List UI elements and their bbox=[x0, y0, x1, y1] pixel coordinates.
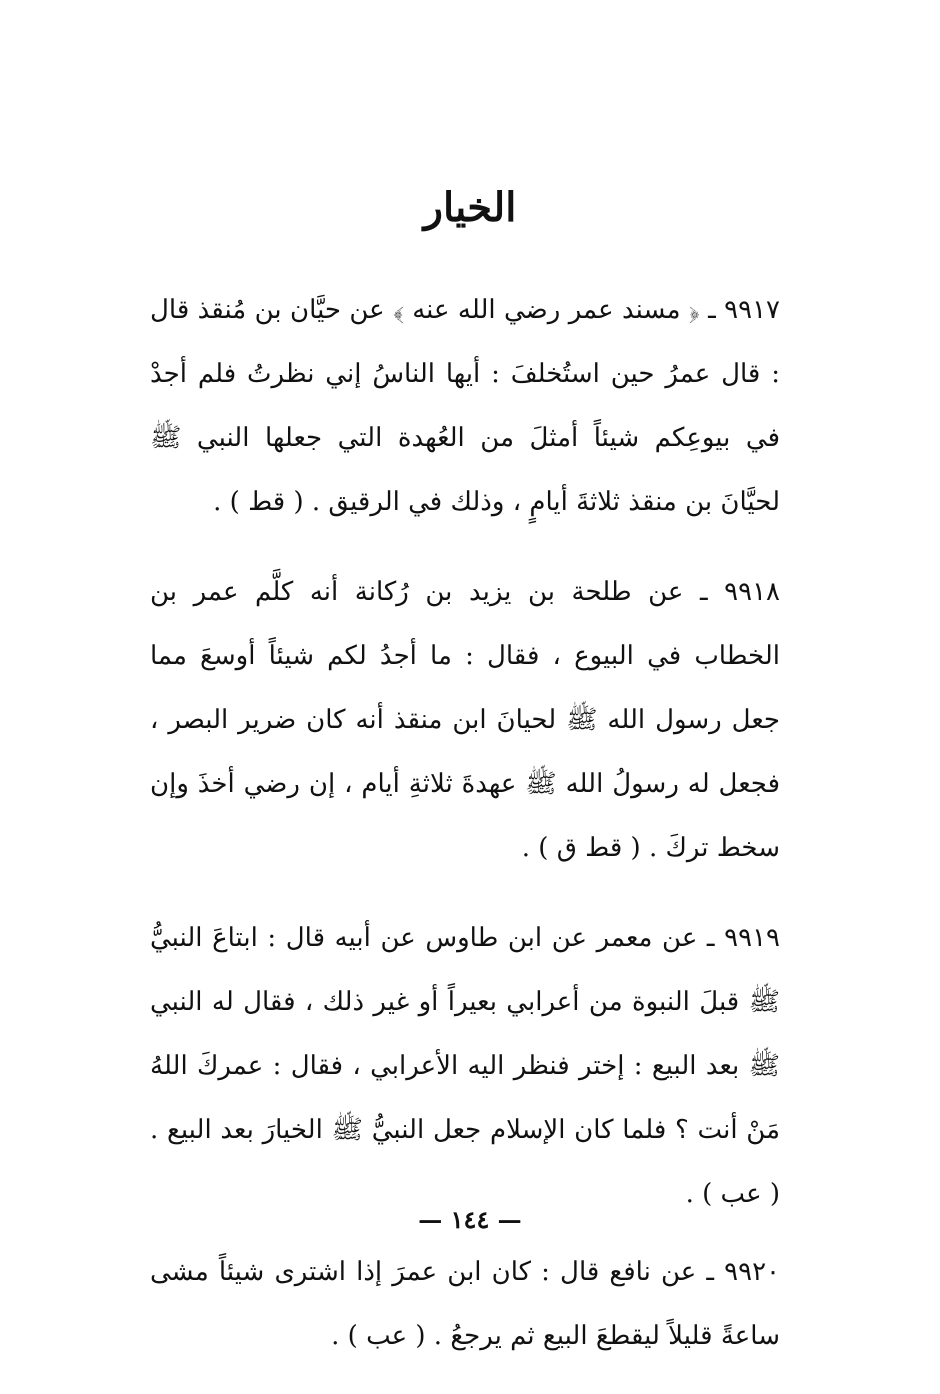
hadith-paragraph: ٩٩١٧ ـ ﴿ مسند عمر رضي الله عنه ﴾ عن حيَّان بن مُنقذ قال : قال عمرُ حين استُخلفَ : أيها الناسُ إني نظرتُ فلم أجدْ في بيوعِكم شيئاً أمثلَ من العُهدة التي جعلها النبي ﷺ لحيَّانَ بن منقذ ثلاثةَ أيامٍ ، وذلك في الرقيق . ( قط ) . bbox=[150, 295, 780, 517]
hadith-paragraph: ٩٩١٩ ـ عن معمر عن ابن طاوس عن أبيه قال : ابتاعَ النبيُّ ﷺ قبلَ النبوة من أعرابي بعيراً أو غير ذلك ، فقال له النبي ﷺ بعد البيع : إختر فنظر اليه الأعرابي ، فقال : عمركَ اللهُ مَنْ أنت ؟ فلما كان الإسلام جعل النبيُّ ﷺ الخيارَ بعد البيع . ( عب ) . bbox=[150, 923, 780, 1209]
hadith-paragraph: ٩٩٢٠ ـ عن نافع قال : كان ابن عمرَ إذا اشترى شيئاً مشى ساعةً قليلاً ليقطعَ البيع ثم يرجعُ . ( عب ) . bbox=[150, 1257, 780, 1351]
hadith-paragraph: ٩٩١٨ ـ عن طلحة بن يزيد بن رُكانة أنه كلَّم عمر بن الخطاب في البيوع ، فقال : ما أجدُ لكم شيئاً أوسعَ مما جعل رسول الله ﷺ لحيانَ ابن منقذ أنه كان ضرير البصر ، فجعل له رسولُ الله ﷺ عهدةَ ثلاثةِ أيام ، إن رضي أخذَ وإن سخط تركَ . ( قط ق ) . bbox=[150, 577, 780, 863]
page-number: — ١٤٤ — bbox=[418, 1205, 522, 1234]
page-title: الخيار bbox=[423, 184, 517, 231]
